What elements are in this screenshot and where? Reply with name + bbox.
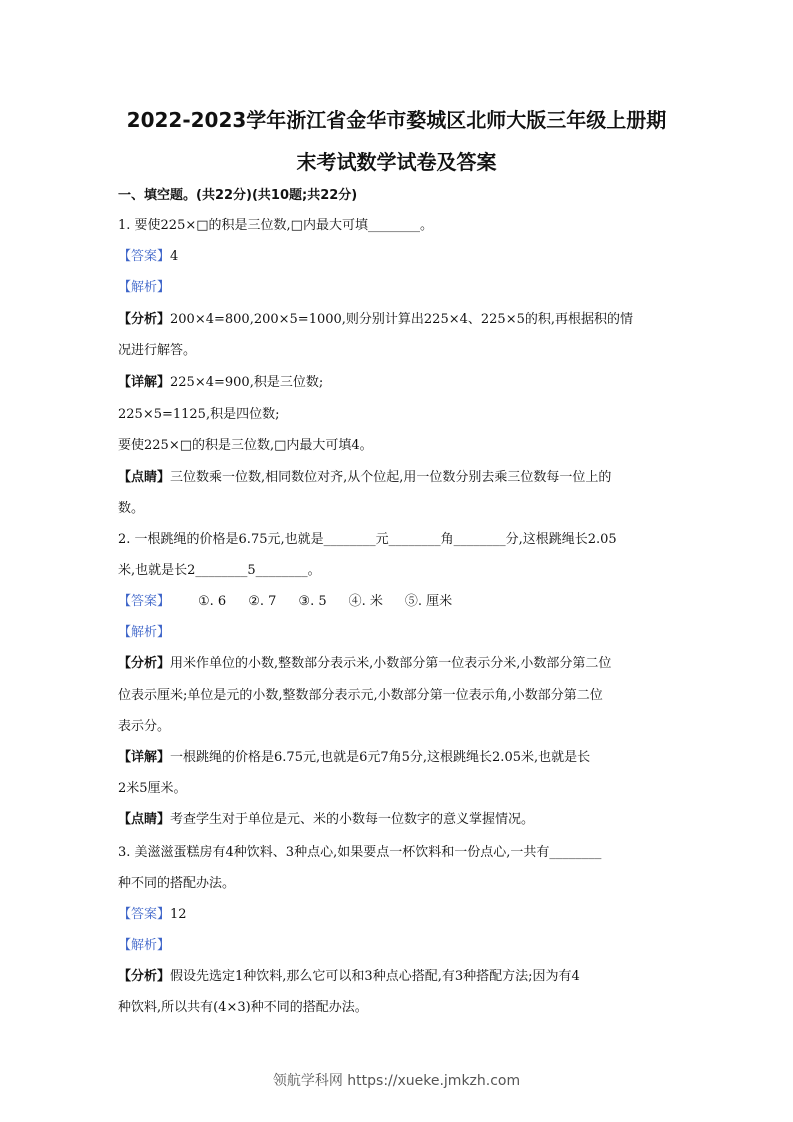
- q1-dianjing-line-2: 数。: [118, 501, 145, 516]
- q1-analysis-label: 【解析】: [118, 280, 171, 295]
- q2-dianjing-line-1: [118, 810, 708, 830]
- q2-answer-row: [118, 592, 708, 612]
- page-title-line-2: 末考试数学试卷及答案: [296, 150, 497, 174]
- q2-fenxi-tag: 【分析】: [118, 656, 171, 671]
- q2-xiangjie-tag: 【详解】: [118, 750, 171, 765]
- q3-answer-row: [118, 905, 708, 925]
- q1-dianjing-tag: 【点睛】: [118, 470, 171, 485]
- q1-xiangjie-line-2: 225×5=1125,积是四位数;: [118, 407, 280, 422]
- q3-fenxi-text-1: 假设先选定1种饮料,那么它可以和3种点心搭配,有3种搭配方法;因为有4: [170, 969, 580, 984]
- q1-xiangjie-line-1: [118, 373, 708, 393]
- q2-xiangjie-line-1: [118, 748, 708, 768]
- q3-fenxi-tag: 【分析】: [118, 969, 171, 984]
- q1-fenxi-line-1: [118, 310, 708, 330]
- page-footer: 领航学科网 https://xueke.jmkzh.com: [272, 1073, 521, 1089]
- q1-xiangjie-line-3: 要使225×□的积是三位数,□内最大可填4。: [118, 438, 373, 453]
- q2-answer-5: ⑤. 厘米: [404, 594, 453, 609]
- q1-dianjing-text-1: 三位数乘一位数,相同数位对齐,从个位起,用一位数分别去乘三位数每一位上的: [170, 470, 612, 485]
- q1-fenxi-text-1: 200×4=800,200×5=1000,则分别计算出225×4、225×5的积,再根据积的情: [170, 312, 634, 327]
- q2-question-line-2: 米,也就是长2________5________。: [118, 563, 321, 578]
- q2-fenxi-line-1: [118, 654, 708, 674]
- q2-question-line-1: 2. 一根跳绳的价格是6.75元,也就是________元________角________分,这根跳绳长2.05: [118, 532, 617, 547]
- q3-answer-value: 12: [170, 907, 187, 922]
- q3-question-line-1: 3. 美滋滋蛋糕房有4种饮料、3种点心,如果要点一杯饮料和一份点心,一共有________: [118, 845, 602, 860]
- q2-dianjing-tag: 【点睛】: [118, 812, 171, 827]
- q1-fenxi-tag: 【分析】: [118, 312, 171, 327]
- q3-fenxi-line-1: [118, 967, 708, 987]
- q2-fenxi-line-2: 位表示厘米;单位是元的小数,整数部分表示元,小数部分第一位表示角,小数部分第二位: [118, 688, 603, 703]
- q2-xiangjie-line-2: 2米5厘米。: [118, 781, 187, 796]
- q3-question-line-2: 种不同的搭配办法。: [118, 876, 236, 891]
- q2-answer-4: ④. 米: [348, 594, 383, 609]
- q2-fenxi-line-3: 表示分。: [118, 719, 171, 734]
- q3-analysis-label: 【解析】: [118, 938, 171, 953]
- q1-question: 1. 要使225×□的积是三位数,□内最大可填________。: [118, 218, 433, 233]
- q2-dianjing-text-1: 考查学生对于单位是元、米的小数每一位数字的意义掌握情况。: [170, 812, 535, 827]
- section-heading: 一、填空题。(共22分)(共10题;共22分): [118, 188, 358, 203]
- q2-answer-2: ②. 7: [248, 594, 277, 609]
- q1-answer-value: 4: [170, 249, 179, 264]
- q2-answer-3: ③. 5: [298, 594, 327, 609]
- q1-xiangjie-tag: 【详解】: [118, 375, 171, 390]
- q1-answer-label: 【答案】: [118, 249, 171, 264]
- q1-xiangjie-text-1: 225×4=900,积是三位数;: [170, 375, 324, 390]
- q2-analysis-label: 【解析】: [118, 625, 171, 640]
- q2-answer-label: 【答案】: [118, 594, 171, 609]
- q3-fenxi-line-2: 种饮料,所以共有(4×3)种不同的搭配办法。: [118, 1000, 368, 1015]
- q1-answer-row: [118, 247, 708, 267]
- q2-fenxi-text-1: 用米作单位的小数,整数部分表示米,小数部分第一位表示分米,小数部分第二位: [170, 656, 612, 671]
- q1-fenxi-line-2: 况进行解答。: [118, 343, 197, 358]
- q2-xiangjie-text-1: 一根跳绳的价格是6.75元,也就是6元7角5分,这根跳绳长2.05米,也就是长: [170, 750, 591, 765]
- q3-answer-label: 【答案】: [118, 907, 171, 922]
- q1-dianjing-line-1: [118, 468, 708, 488]
- q2-answer-1: ①. 6: [198, 594, 227, 609]
- page-title-line-1: 2022-2023学年浙江省金华市婺城区北师大版三年级上册期: [126, 108, 667, 132]
